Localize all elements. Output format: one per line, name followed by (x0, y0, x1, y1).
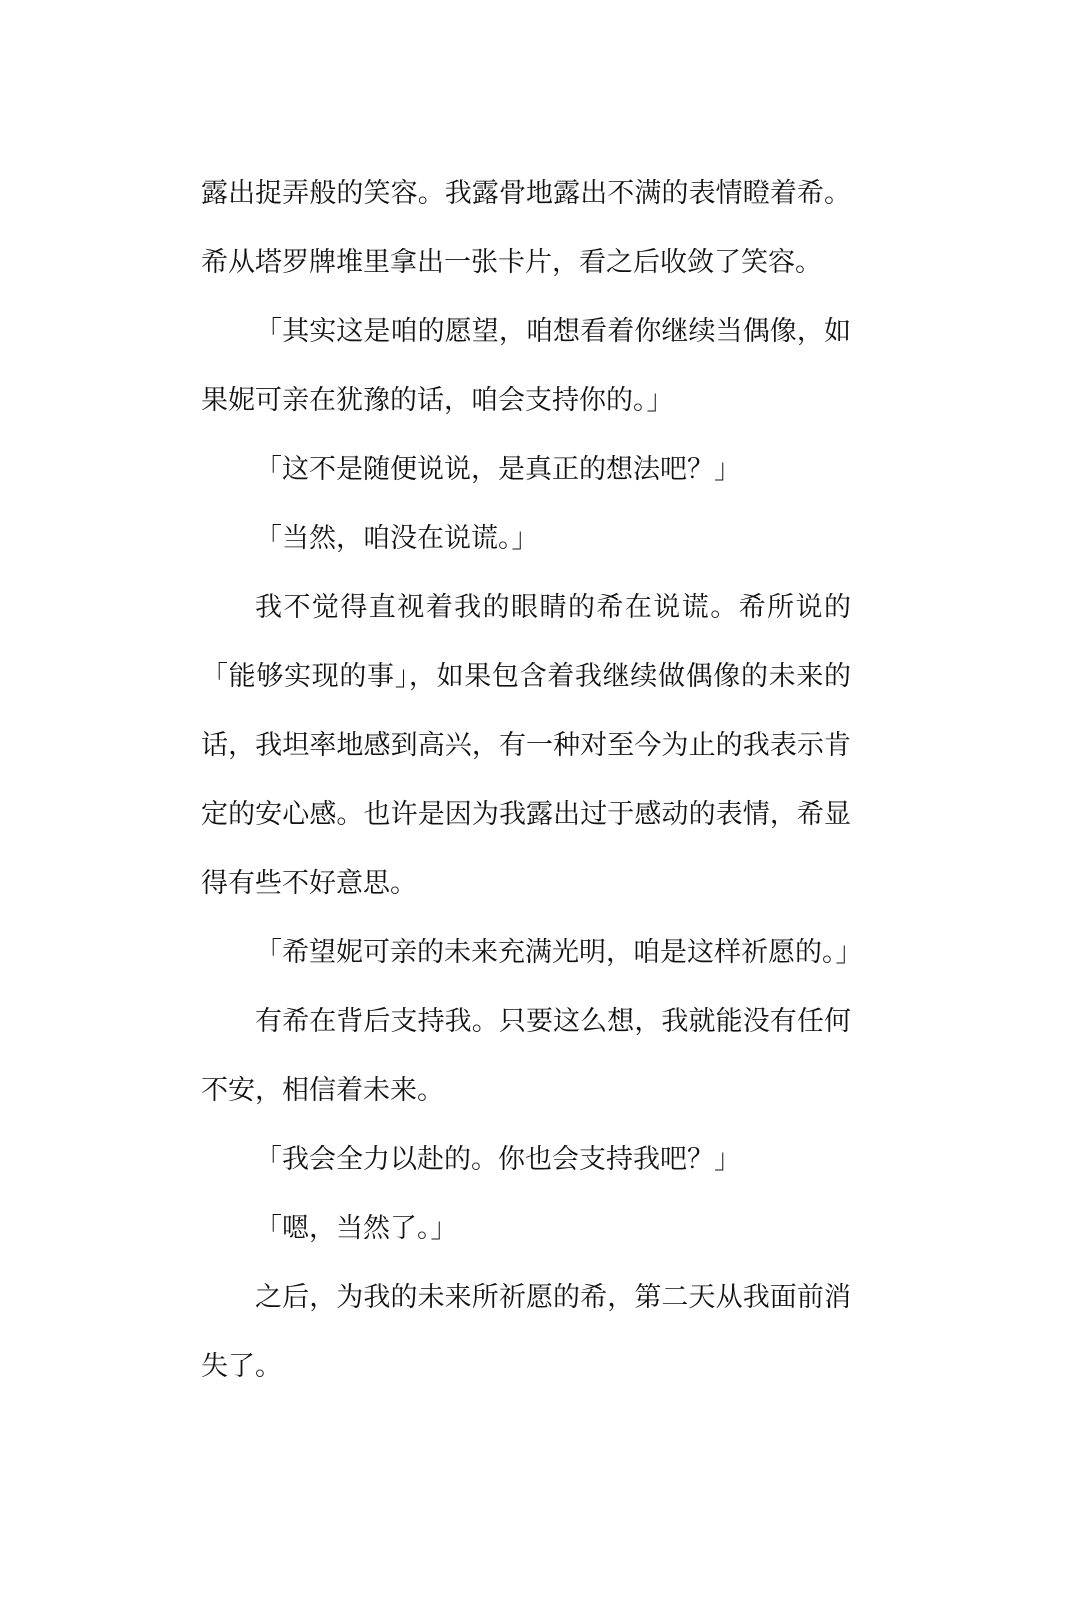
paragraph: 「希望妮可亲的未来充满光明，咱是这样祈愿的。」 (255, 937, 863, 968)
paragraph: 「其实这是咱的愿望，咱想看着你继续当偶像，如果妮可亲在犹豫的话，咱会支持你的。」 (201, 316, 851, 416)
paragraph: 露出捉弄般的笑容。我露骨地露出不满的表情瞪着希。希从塔罗牌堆里拿出一张卡片，看之后收敛了笑容。 (201, 178, 851, 278)
paragraph: 「当然，咱没在说谎。」 (255, 523, 539, 554)
paragraph: 「我会全力以赴的。你也会支持我吧？」 (255, 1144, 741, 1175)
paragraph: 「嗯，当然了。」 (255, 1213, 458, 1244)
paragraph: 之后，为我的未来所祈愿的希，第二天从我面前消失了。 (201, 1282, 851, 1382)
paragraph: 有希在背后支持我。只要这么想，我就能没有任何不安，相信着未来。 (201, 1006, 851, 1106)
novel-page (201, 159, 863, 1401)
paragraph: 「这不是随便说说，是真正的想法吧？」 (255, 454, 741, 485)
paragraph: 我不觉得直视着我的眼睛的希在说谎。希所说的「能够实现的事」，如果包含着我继续做偶像的未来的话，我坦率地感到高兴，有一种对至今为止的我表示肯定的安心感。也许是因为我露出过于感动的表情，希显得有些不好意思。 (201, 592, 851, 899)
